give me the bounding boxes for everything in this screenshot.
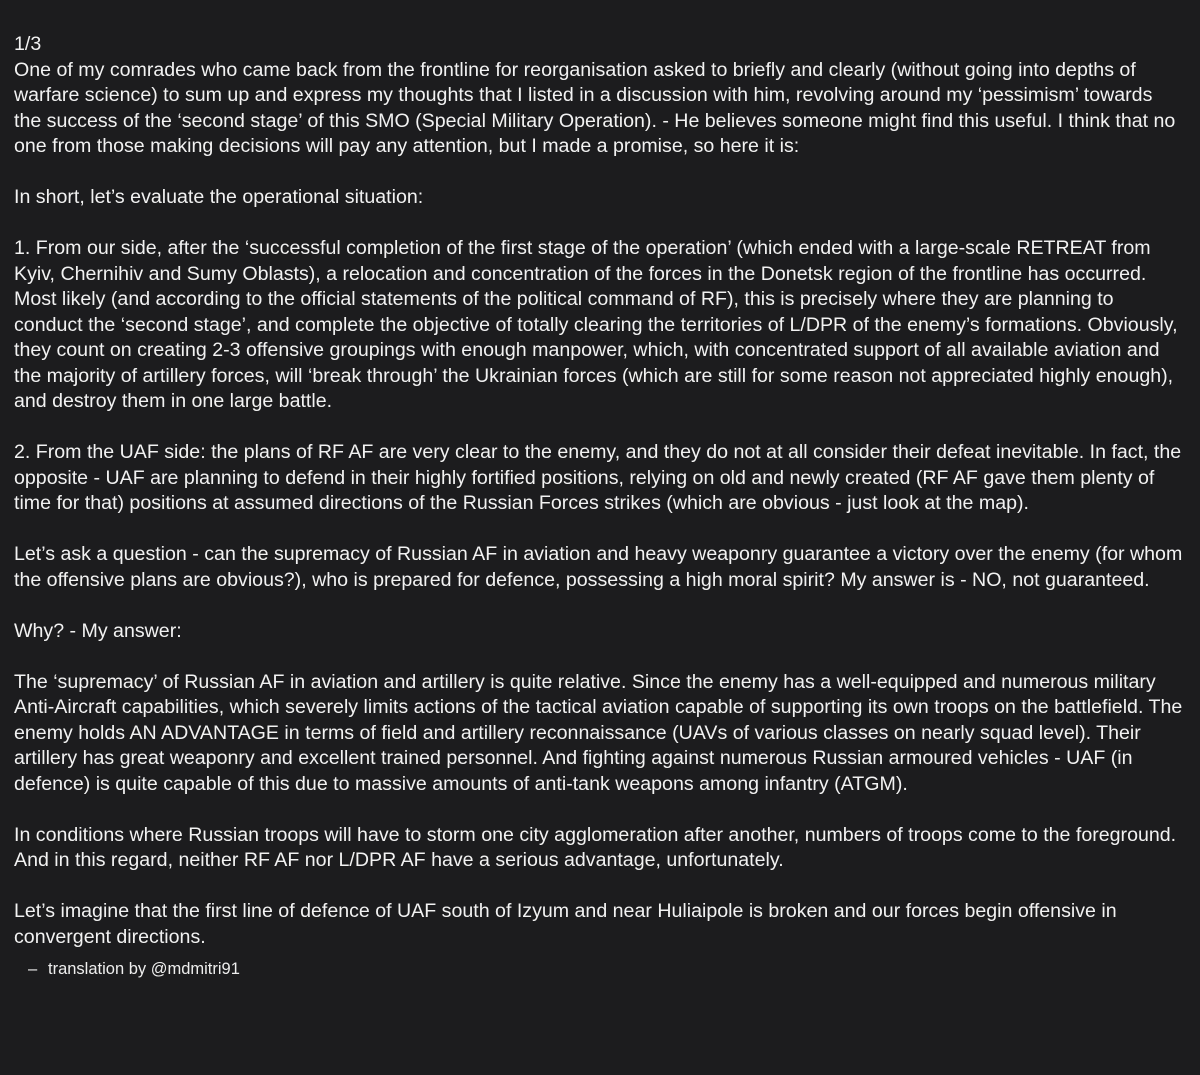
paragraph-3: 1. From our side, after the ‘successful completion of the first stage of the operation’ (which ended with a large-scale RETREAT from Kyiv, Chernihiv and Sumy Oblasts), a relocation and concentration of the forces in the Donetsk region of the frontline has occurred. Most likely (and according to the official statements of the political command of RF), this is precisely where they are planning to conduct the ‘second stage’, and complete the objective of totally clearing the territories of L/DPR of the enemy’s formations. Obviously, they count on creating 2-3 offensive groupings with enough manpower, which, with concentrated support of all available aviation and the majority of artillery forces, will ‘break through’ the Ukrainian forces (which are still for some reason not appreciated highly enough), and destroy them in one large battle. [14,237,1178,412]
paragraph-4: 2. From the UAF side: the plans of RF AF are very clear to the enemy, and they do not at all consider their defeat inevitable. In fact, the opposite - UAF are planning to defend in their highly fortified positions, relying on old and newly created (RF AF gave them plenty of time for that) positions at assumed directions of the Russian Forces strikes (which are obvious - just look at the map). [14,441,1182,514]
paragraph-9: Let’s imagine that the first line of defence of UAF south of Izyum and near Huliaipole is broken and our forces begin offensive in convergent directions. [14,900,1117,948]
translation-credit [14,958,1185,980]
credit-text: translation by @mdmitri91 [48,960,240,978]
paragraph-1-text: One of my comrades who came back from the frontline for reorganisation asked to briefly and clearly (without going into depths of warfare science) to sum up and express my thoughts that I listed in a discussion with him, revolving around my ‘pessimism’ towards the success of the ‘second stage’ of this SMO (Special Military Operation). - He believes someone might find this useful. I think that no one from those making decisions will pay any attention, but I made a promise, so here it is: [14,58,1176,157]
paragraph-2: In short, let’s evaluate the operational situation: [14,186,424,208]
page-number: 1/3 [14,33,42,55]
paragraph-5: Let’s ask a question - can the supremacy of Russian AF in aviation and heavy weaponry guarantee a victory over the enemy (for whom the offensive plans are obvious?), who is prepared for defence, possessing a high moral spirit? My answer is - NO, not guaranteed. [14,543,1183,591]
credit-dash: – [28,960,38,978]
document-body [14,32,1185,950]
paragraph-7: The ‘supremacy’ of Russian AF in aviation and artillery is quite relative. Since the enemy has a well-equipped and numerous military Anti-Aircraft capabilities, which severely limits actions of the tactical aviation capable of supporting its own troops on the battlefield. The enemy holds AN ADVANTAGE in terms of field and artillery reconnaissance (UAVs of various classes on nearly squad level). Their artillery has great weaponry and excellent trained personnel. And fighting against numerous Russian armoured vehicles - UAF (in defence) is quite capable of this due to massive amounts of anti-tank weapons among infantry (ATGM). [14,670,1183,795]
paragraph-8: In conditions where Russian troops will have to storm one city agglomeration after another, numbers of troops come to the foreground. And in this regard, neither RF AF nor L/DPR AF have a serious advantage, unfortunately. [14,823,1177,871]
paragraph-6: Why? - My answer: [14,619,182,642]
paragraph-1 [14,32,1185,160]
